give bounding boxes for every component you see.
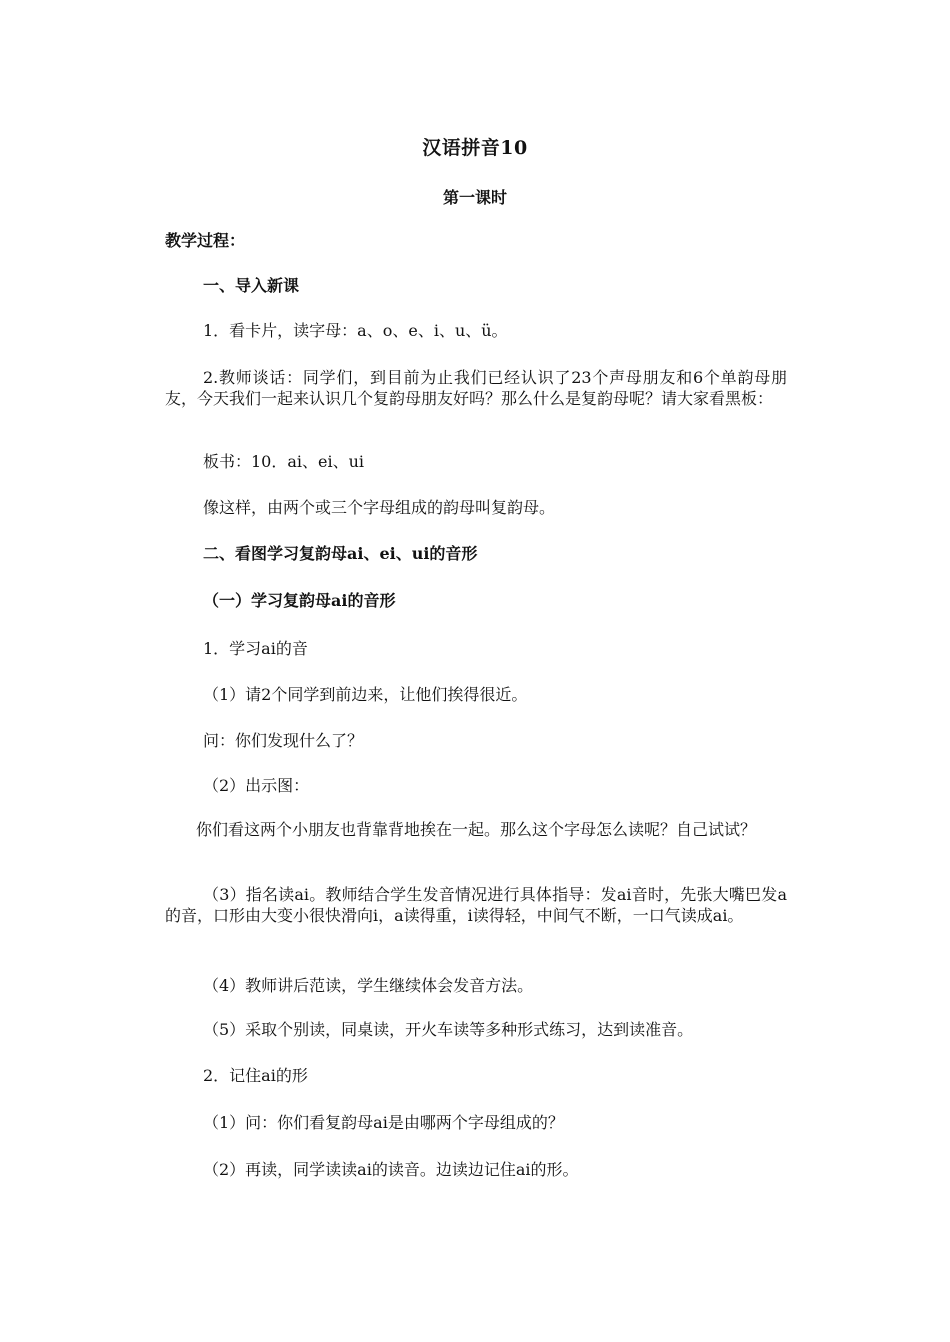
document-title: 汉语拼音10 [422,137,528,159]
step1: （1）请2个同学到前边来，让他们挨得很近。 [203,685,528,704]
step3: （3）指名读ai。教师结合学生发音情况进行具体指导：发ai音时，先张大嘴巴发a的音，口形由大变小很快滑向i，a读得重，i读得轻，中间气不断，一口气读成ai。 [165,885,787,925]
picture-text: 你们看这两个小朋友也背靠背地挨在一起。那么这个字母怎么读呢？自己试试？ [195,820,756,839]
shape2: （2）再读，同学读读ai的读音。边读边记住ai的形。 [203,1160,579,1179]
question: 问：你们发现什么了？ [203,731,364,750]
s1-board: 板书：10．ai、ei、ui [203,452,365,471]
section1-heading: 一、导入新课 [203,276,300,295]
sub1-heading: （一）学习复韵母ai的音形 [203,591,396,610]
section2-heading: 二、看图学习复韵母ai、ei、ui的音形 [203,544,478,563]
s1-item2: 2.教师谈话：同学们，到目前为止我们已经认识了23个声母朋友和6个单韵母朋友，今天我们一起来认识几个复韵母朋友好吗？那么什么是复韵母呢？请大家看黑板： [165,368,787,408]
process-heading: 教学过程： [165,231,246,250]
shape1: （1）问：你们看复韵母ai是由哪两个字母组成的？ [203,1113,564,1132]
learn-shape: 2．记住ai的形 [203,1066,308,1085]
step4: （4）教师讲后范读，学生继续体会发音方法。 [203,976,534,995]
step5: （5）采取个别读，同桌读，开火车读等多种形式练习，达到读准音。 [203,1020,694,1039]
step2: （2）出示图： [203,776,310,795]
s1-item1: 1．看卡片，读字母：a、o、e、i、u、ü。 [203,321,508,340]
document-subtitle: 第一课时 [442,188,507,207]
learn-sound: 1．学习ai的音 [203,639,308,658]
s1-definition: 像这样，由两个或三个字母组成的韵母叫复韵母。 [203,498,556,517]
